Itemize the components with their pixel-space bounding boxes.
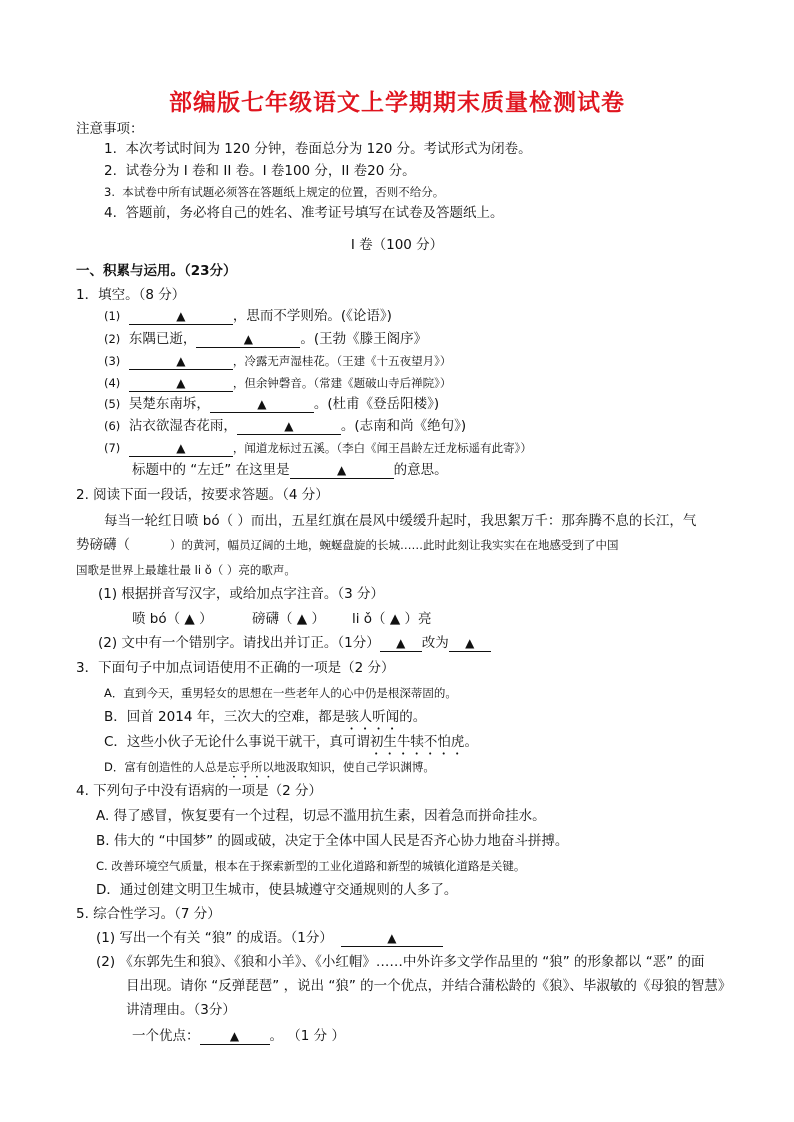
q4-option-c: C. 改善环境空气质量，根本在于探索新型的工业化道路和新型的城镇化道路是关键。 xyxy=(96,859,526,873)
answer-blank[interactable]: ▲ xyxy=(129,353,233,370)
q1-item-4: (4) ▲ ，但余钟磬音。（常建《题破山寺后禅院》） xyxy=(104,376,452,390)
answer-blank[interactable]: ▲ xyxy=(129,375,233,392)
q2-sub-1-b: 磅礴（ ▲ ） xyxy=(252,611,325,627)
q1-item-7: (7) ▲ ，闻道龙标过五溪。（李白《闻王昌龄左迁龙标遥有此寄》） xyxy=(104,441,532,455)
q3-option-d: D．富有创造性的人总是忘乎所以地汲取知识，使自己学识渊博。 xyxy=(104,760,435,774)
answer-blank[interactable]: ▲ xyxy=(200,1028,270,1045)
answer-blank[interactable]: ▲ xyxy=(380,635,422,652)
notice-item-2: 2. 试卷分为 I 卷和 II 卷。I 卷100 分，II 卷20 分。 xyxy=(104,163,416,179)
exam-title: 部编版七年级语文上学期期末质量检测试卷 xyxy=(169,90,625,116)
q1-item-2: (2) 东隅已逝， ▲ 。(王勃《滕王阁序》 xyxy=(104,331,428,347)
notice-heading: 注意事项： xyxy=(76,121,144,137)
q1-item-6: (6) 沾衣欲湿杏花雨， ▲ 。(志南和尚《绝句》) xyxy=(104,418,467,434)
q3-option-c: C．这些小伙子无论什么事说干就干，真可谓初生牛犊不怕虎。 xyxy=(104,734,478,750)
q4-option-b: B. 伟大的 “中国梦” 的圆或破，决定于全体中国人民是否齐心协力地奋斗拼搏。 xyxy=(96,833,569,849)
section-label: I 卷（100 分） xyxy=(350,237,444,253)
notice-item-3: 3. 本试卷中所有试题必须答在答题纸上规定的位置，否则不给分。 xyxy=(104,185,445,199)
q4-option-a: A. 得了感冒，恢复要有一个过程，切忌不滥用抗生素，因着急而拼命挂水。 xyxy=(96,808,546,824)
answer-blank[interactable]: ▲ xyxy=(237,418,341,435)
q5-sub-2-line-2: 目出现。请你 “反弹琵琶” ，说出 “狼” 的一个优点，并结合蒲松龄的《狼》、毕淑敏的《母狼的智慧》 xyxy=(126,978,732,994)
q3-title: 3．下面句子中加点词语使用不正确的一项是（2 分） xyxy=(76,660,395,676)
answer-blank[interactable]: ▲ xyxy=(290,462,394,479)
q1-item-1: (1) ▲ ，思而不学则殆。(《论语》) xyxy=(104,308,392,324)
q3-option-a: A．直到今天，重男轻女的思想在一些老年人的心中仍是根深蒂固的。 xyxy=(104,686,457,700)
answer-blank[interactable]: ▲ xyxy=(449,635,491,652)
answer-blank[interactable]: ▲ xyxy=(129,440,233,457)
q5-sub-2-line-3: 讲清理由。（3分） xyxy=(126,1002,236,1018)
notice-item-4: 4. 答题前，务必将自己的姓名、准考证号填写在试卷及答题纸上。 xyxy=(104,205,504,221)
q5-title: 5. 综合性学习。（7 分） xyxy=(76,906,221,922)
q1-note: 标题中的 “左迁” 在这里是 ▲ 的意思。 xyxy=(132,462,448,478)
q2-passage-line-2: 势磅礴（ ）的黄河，幅员辽阔的土地，蜿蜒盘旋的长城……此时此刻让我实实在在地感受到了中国 xyxy=(76,537,619,553)
answer-blank[interactable]: ▲ xyxy=(129,308,233,325)
notice-item-1: 1. 本次考试时间为 120 分钟，卷面总分为 120 分。考试形式为闭卷。 xyxy=(104,141,532,157)
q3-option-b: B．回首 2014 年，三次大的空难，都是骇人听闻的。 xyxy=(104,709,427,725)
q4-title: 4. 下列句子中没有语病的一项是（2 分） xyxy=(76,783,323,799)
q2-sub-2: (2) 文中有一个错别字。请找出并订正。（1分） ▲ 改为 ▲ xyxy=(98,634,491,652)
answer-blank[interactable]: ▲ xyxy=(210,396,314,413)
q1-title: 1．填空。（8 分） xyxy=(76,287,186,303)
answer-blank[interactable]: ▲ xyxy=(341,930,443,947)
part-one-heading: 一、积累与运用。（23分） xyxy=(76,263,237,279)
q5-advantage: 一个优点： ▲ 。 （1 分 ） xyxy=(132,1028,345,1044)
q2-sub-1: (1) 根据拼音写汉字，或给加点字注音。（3 分） xyxy=(98,586,385,602)
q1-item-5: (5) 吴楚东南坼， ▲ 。(杜甫《登岳阳楼》) xyxy=(104,396,440,412)
q5-sub-2-line-1: (2) 《东郭先生和狼》、《狼和小羊》、《小红帽》……中外许多文学作品里的 “狼” 的形象都以 “恶” 的面 xyxy=(96,954,705,970)
q2-passage-line-1: 每当一轮红日喷 bó（ ）而出，五星红旗在晨风中缓缓升起时，我思絮万千：那奔腾不息的长江，气 xyxy=(104,513,697,529)
q2-sub-1-a: 喷 bó（ ▲ ） xyxy=(132,611,213,627)
q2-sub-1-c: li ǒ（ ▲ ）亮 xyxy=(352,611,432,627)
q1-item-3: (3) ▲ ，冷露无声湿桂花。（王建《十五夜望月》） xyxy=(104,354,452,368)
answer-blank[interactable]: ▲ xyxy=(196,331,300,348)
q2-title: 2. 阅读下面一段话，按要求答题。（4 分） xyxy=(76,487,329,503)
q5-sub-1: (1) 写出一个有关 “狼” 的成语。（1分） ▲ xyxy=(96,929,443,947)
q4-option-d: D．通过创建文明卫生城市，使县城遵守交通规则的人多了。 xyxy=(96,882,458,898)
q2-passage-line-3: 国歌是世界上最雄壮最 li ǒ（ ）亮的歌声。 xyxy=(76,563,296,577)
